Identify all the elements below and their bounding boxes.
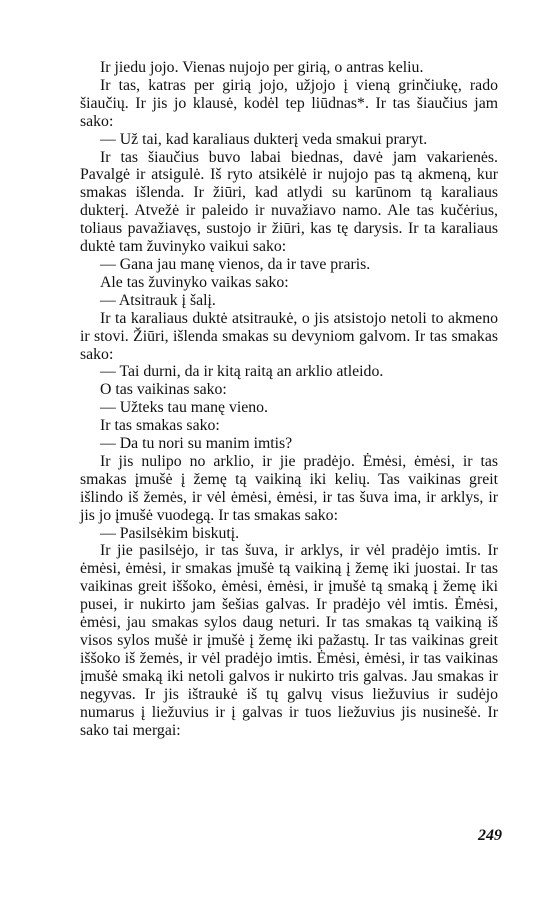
paragraph: Ir tas, katras per girią jojo, užjojo į vieną grinčiukę, rado šiaučių. Ir jis jo klausė, kodėl tep liūdnas*. Ir tas šiaučius jam sako: xyxy=(80,76,498,130)
page-number: 249 xyxy=(478,827,502,844)
paragraph: Ir jis nulipo no arklio, ir jie pradėjo. Ėmėsi, ėmėsi, ir tas smakas įmušė į žemę tą vaikiną iki kelių. Tas vaikinas greit išlindo iš žemės, ir vėl ėmėsi, ėmėsi, ir tas šuva ima, ir arklys, ir jis jo įmušė vuodegą. Ir tas smakas sako: xyxy=(80,452,498,524)
paragraph: — Atsitrauk į šalį. xyxy=(100,291,216,309)
paragraph: Ir ta karaliaus duktė atsitraukė, o jis atsistojo netoli to akmeno ir stovi. Žiūri, išlenda smakas su devyniom galvom. Ir tas smakas sako: xyxy=(80,309,498,363)
paragraph: Ir jie pasilsėjo, ir tas šuva, ir arklys, ir vėl pradėjo imtis. Ir ėmėsi, ėmėsi, ir smakas įmušė tą vaikiną į žemę iki juostai. Ir tas vaikinas greit iššoko, ėmėsi, ėmėsi, ir įmušė tą smaką į žemę iki pusei, ir nukirto jam šešias galvas. Ir pradėjo vėl imtis. Ėmėsi, ėmėsi, jau smakas sylos daug neturi. Ir tas smakas tą vaikiną iš visos sylos mušė ir įmušė į žemę iki pažastų. Ir tas vaikinas greit iššoko iš žemės, ir vėl pradėjo imtis. Ėmėsi, ėmėsi, ir tas vaikinas įmušė smaką iki netoli galvos ir nukirto tris galvas. Jau smakas ir negyvas. Ir jis ištraukė iš tų galvų visus liežuvius ir sudėjo numarus į liežuvius ir į galvas ir tuos liežuvius jis nusinešė. Ir sako tai mergai: xyxy=(80,542,498,739)
paragraph: — Gana jau manę vienos, da ir tave praris. xyxy=(100,255,371,273)
paragraph: Ir tas šiaučius buvo labai biednas, davė jam vakarienės. Pavalgė ir atsigulė. Iš ryto atsikėlė ir nujojo pas tą akmeną, kur smakas išlenda. Ir žiūri, kad atlydi su karūnom tą karaliaus dukterį. Atvežė ir paleido ir nuvažiavo namo. Ale tas kučėrius, toliaus pavažiavęs, sustojo ir žiūri, kas tę darysis. Ir ta karaliaus duktė tam žuvinyko vaikui sako: xyxy=(80,148,498,256)
paragraph: Ir tas smakas sako: xyxy=(100,417,220,435)
paragraph: — Užteks tau manę vieno. xyxy=(100,399,269,417)
paragraph: O tas vaikinas sako: xyxy=(100,381,227,399)
paragraph: — Da tu nori su manim imtis? xyxy=(100,435,293,453)
paragraph: — Už tai, kad karaliaus dukterį veda smakui praryt. xyxy=(100,130,428,148)
paragraph: — Tai durni, da ir kitą raitą an arklio atleido. xyxy=(100,363,384,381)
body-text xyxy=(80,59,498,739)
paragraph: Ir jiedu jojo. Vienas nujojo per girią, o antras keliu. xyxy=(100,59,424,76)
paragraph: — Pasilsėkim biskutį. xyxy=(100,524,240,542)
paragraph: Ale tas žuvinyko vaikas sako: xyxy=(100,273,289,291)
